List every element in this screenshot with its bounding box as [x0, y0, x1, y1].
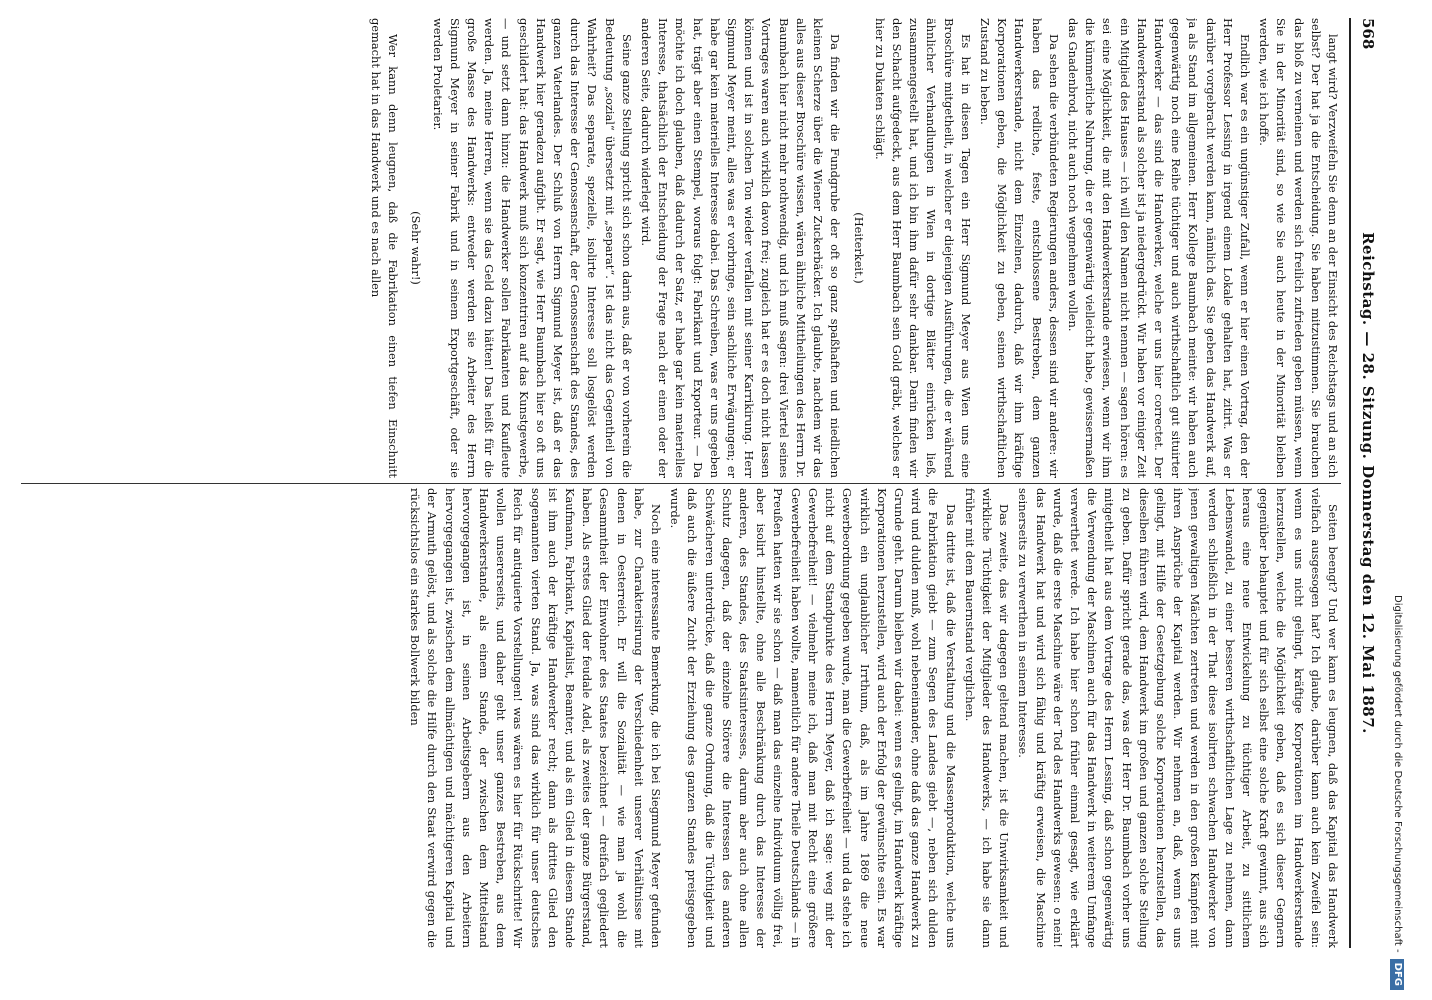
credit-text: Digitalisierung gefördert durch die Deutsche Forschungsgemeinschaft -	[1392, 595, 1403, 953]
paragraph: Da sehen die verbündeten Regierungen anders, dessen sind wir andere: wir haben das redliche, feste, entschlossene Bestreben, dem ganzen Handwerkerstande, nicht dem Einzelnen, dadurch, daß wir ihm kräftige Korporationen geben, die Möglichkeit zu geben, seinen wirthschaftlichen Zustand zu heben.	[977, 18, 1061, 478]
interjection-applause: (Sehr wahr!)	[409, 211, 424, 285]
interjection-laughter: (Heiterkeit.)	[851, 212, 866, 284]
paragraph: Da finden wir die Fundgrube der oft so ganz spaßhaften und niedlichen kleinen Scherze über die Wiener Zuckerbäcker. Ich glaubte, nachdem wir das alles aus dieser Broschüre wissen, wären ähnliche Mittheilungen des Herrn Dr. Baumbach hier nicht mehr nothwendig, und ich muß sagen: drei Viertel seines Vortrages waren auch wirklich davon frei; zugleich hat er es doch nicht lassen können und ist in solchen Ton wieder verfallen mit seiner Karrikirung. Herr Sigmund Meyer meint, alles was er vorbringe, sein sachliche Erwägungen; er habe gar kein materielles Interesse dabei. Das Schreiben, was er uns gegeben hat, trägt aber einen Stempel, woraus folgt: Fabrikant und Exporteur. — Da möchte ich doch glauben, daß dadurch der Satz, er habe gar kein materielles Interesse, thatsächlich der Entscheidung der Frage nach der einen oder der anderen Seite, dadurch widerlegt wird.	[639, 18, 843, 478]
paragraph: Seine ganze Stellung spricht sich schon darin aus, daß er von vorherein die Bedeutung „sozial“ übersetzt mit „separat“. Ist das nicht das Gegentheil von Wahrheit? Das separate, spezielle, isolirte Interesse soll losgelöst werden durch das Interesse der Genossenschaft, der Genossenschaft des Standes, des ganzen Vaterlandes. Der Schluß von Herrn Sigmund Meyer ist, daß er das Handwerk hier geradezu aufgibt. Er sagt, wie Herr Baumbach hier so oft uns geschildert hat: das Handwerk muß sich konzentriren auf das Kunstgewerbe, — und setzt dann hinzu: die Handwerker sollen Fabrikanten und Kaufleute werden. Ja, meine Herren, wenn sie das Geld dazu hätten! Das heißt für die große Masse des Handwerks: entweder werden sie Arbeiter des Herrn Sigmund Meyer in seiner Fabrik und in seinem Exportgeschäft, oder sie werden Proletarier.	[430, 18, 634, 478]
paragraph: langt wird? Verzweifeln Sie denn an der Einsicht des Reichstags und an sich selbst? Der hat ja die Entscheidung. Sie haben mitzustimmen. Sie brauchen das bloß zu verneinen und werden sich freilich zufrieden geben müssen, wenn Sie in der Minorität sind, so wie Sie auch heute in der Minorität bleiben werden, wie ich hoffe.	[1257, 18, 1340, 478]
paragraph: Wer kann denn leugnen, daß die Fabrikation einen tiefen Einschnitt gemacht hat in das Handwerk und es nach allen	[369, 18, 401, 478]
paragraph: Noch eine interessante Bemerkung, die ich bei Siegmund Meyer gefunden habe, zur Charakterisirung der Verschiedenheit unserer Verhältnisse mit denen in Oesterreich. Er will die Sozialität — wie man ja wohl die Gesammtheit der Einwohner des Staates bezeichnet — dreifach gegliedert haben. Als erstes Glied der feudale Adel, als zweites der ganze Bürgerstand, Kaufmann, Fabrikant, Kapitalist, Beamter, und als ein Glied in diesem Stande ist ihm auch der kräftige Handwerker recht; dann als drittes Glied den sogenannten vierten Stand. Ja, was sind das wirklich für unser deutsches Reich für antiquierte Vorstellungen! was wären es hier für Rückschritte! Wir wollen unsererseits, und daher geht unser ganzes Bestreben, aus dem Handwerkerstande, als einem Stande, der zwischen dem Mittelstand hervorgegangen ist, in seinen Arbeitsgebern aus den Arbeitern hervorgegangen ist, zwischen dem allmächtigen und mächtigeren Kapital und der Armuth gelöst, und als solche die Hilfe durch den Staat verwird gegen die rücksichtslos ein starkes Bollwerk bilden	[408, 488, 664, 948]
right-column	[21, 488, 1341, 948]
dfg-logo: DFG	[1390, 959, 1404, 990]
page-number: 568	[1359, 18, 1377, 50]
paragraph: Es hat in diesen Tagen ein Herr Sigmund Meyer aus Wien uns eine Broschüre mitgetheilt, in welcher er diejenigen Ausführungen, die er während ähnlicher Verhandlungen in Wien in dortige Blätter einrücken ließ, zusammengestellt hat, und ich bin ihm dafür sehr dankbar. Darin finden wir den Schacht aufgedeckt, aus dem Herr Baumbach sein Gold gräbt, welches er hier zu Dukaten schlägt.	[872, 18, 973, 478]
paragraph: Seiten beengt? Und wer kann es leugnen, daß das Kapital das Handwerk vielfach ausgesogen hat? Ich glaube, darüber kann auch kein Zweifel sein: wenn es uns nicht gelingt, kräftige Korporationen im Handwerkerstande herzustellen, welche die Möglichkeit geben, daß es sich dieser Gegnern gegenüber behauptet und für sich selbst eine solche Kraft gewinnt, aus sich heraus eine neue Entwickelung zu tüchtiger Arbeit, zu sittlichem Lebenswandel, zu einer besseren wirthschaftlichen Lage zu nehmen, dann werden schließlich in der That diese isolirten schwachen Handwerker von jenen gewaltigen Mächten zertreten und werden in den großen Kämpfen mit ihren Ansprüche der Kapital werden. Wir nehmen an, daß, wenn es uns gelingt, mit Hilfe der Gesetzgebung solche Korporationen herzustellen, das dieselben führen wird, dem Handwerk im großen und ganzen solche Stellung zu geben. Dafür spricht gerade das, was der Herr Dr. Baumbach vorher uns mitgetheilt hat aus dem Vortrage des Herrn Lessing, daß schon gegenwärtig die Verwendung der Maschinen auch für das Handwerk in weiterem Umfange verwerthet werde. Ich habe hier schon früher einmal gesagt, wie erklärt wurde, daß die erste Maschine wäre der Tod des Handwerks gewesen: o nein! das Handwerk hat und wird sich fähig und kräftig erweisen, die Maschine seinerseits zu verwerthen in seinem Interesse.	[1016, 488, 1340, 948]
paragraph: Endlich war es ein ungünstiger Zufall, wenn er hier einen Vortrag, den der Herr Professor Lessing in irgend einem Lokale gehalten hat, zitirt. Was er darüber vorgebracht werden kann, nämlich das. Sie geben das Handwerk auf, ja als Stand im allgemeinen. Herr Kollege Baumbach meinte: wir haben auch gegenwärtig noch eine Reihe tüchtiger und auch wirthschaftlich gut situirter Handwerker — das sind die Handwerker, welche er uns hier correctet. Der Handwerkerstand als solcher ist ja niedergedrückt. Wir haben vor einiger Zeit ein Mitglied des Hauses — ich will den Namen nicht nennen — sagen hören: es sei eine Möglichkeit, die mit den Handwerkerstande erwiesen, wenn wir ihm die kümmerliche Nahrung, die er gegenwärtig vielleicht habe, gewissermaßen das Gnadenbrod, nicht auch noch wegnehmen wollen.	[1065, 18, 1252, 478]
paragraph: Das zweite, das wir dagegen geltend machen, ist die Unwirksamkeit und wirkliche Tüchtigkeit der Mitglieder des Handwerks, — ich habe sie dann früher mit dem Bauernstand verglichen.	[962, 488, 1012, 948]
left-column	[21, 18, 1341, 478]
page-title: Reichstag. — 28. Sitzung. Donnerstag den 12. Mai 1887.	[1359, 232, 1377, 734]
page-header	[1349, 18, 1385, 948]
digitization-credit	[1387, 10, 1407, 990]
column-divider	[21, 478, 1341, 488]
text-columns	[21, 18, 1341, 948]
rotated-newspaper-page	[15, 18, 1385, 948]
paragraph: Das dritte ist, daß die Verstaltung und die Massenproduktion, welche uns die Fabrikation giebt — zum Segen des Landes giebt —, neben sich dulden wird und dulden muß, wohl nebeneinander, ohne daß das ganze Handwerk zu Grunde geht. Darum bleiben wir dabei: wenn es gelingt, im Handwerk kräftige Korporationen herzustellen, wird auch der Erfolg der gewünschte sein. Es war wirklich ein unglaublicher Irrthum, daß, als im Jahre 1869 die neue Gewerbeordnung gegeben wurde, man die Gewerbefreiheit — und da stehe ich nicht auf dem Standpunkte des Herrn Meyer, daß ich sage: weg mit der Gewerbefreiheit! — vielmehr meine ich, daß man mit Recht eine größere Gewerbefreiheit haben wollte, namentlich für andere Theile Deutschlands — in Preußen hatten wir sie schon — daß man das einzelne Individuum völlig frei, aber isolirt hinstellte, ohne alle Beschränkung durch das Interesse der anderen, des Standes, des Staatsinteresses, darum aber auch ohne allen Schutz dagegen, daß der einzelne Störere die Interessen des anderen Schwächeren unterdrücke, daß die ganze Ordnung, daß die Tüchtigkeit und daß auch die äußere Zucht der Erziehung des ganzen Standes preisgegeben wurde.	[668, 488, 958, 948]
